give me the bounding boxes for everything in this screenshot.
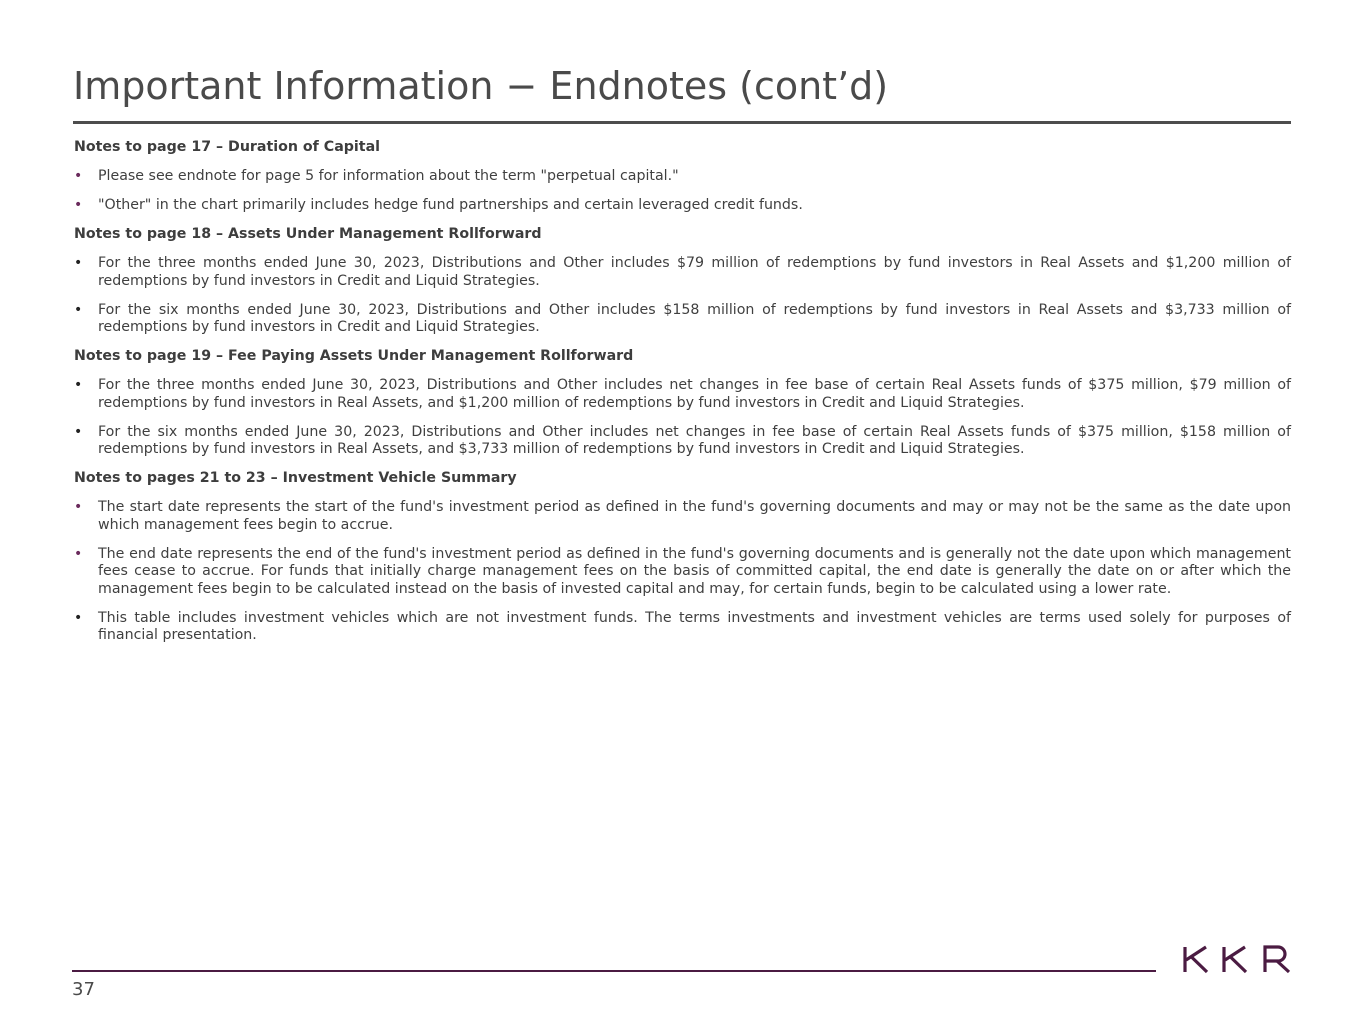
- note-item: [74, 197, 1291, 215]
- note-text: For the three months ended June 30, 2023, Distributions and Other includes $79 million of redemptions by fund investors in Real Assets and $1,200 million of redemptions by fund investors in Credit and Liquid Strategies.: [98, 255, 1291, 289]
- note-text: For the six months ended June 30, 2023, Distributions and Other includes net changes in fee base of certain Real Assets funds of $375 million, $158 million of redemptions by fund investors in Real Assets, and $3,733 million of redemptions by fund investors in Credit and Liquid Strategies.: [98, 423, 1291, 457]
- note-item: [74, 424, 1291, 459]
- section-page-19: [74, 348, 1291, 459]
- note-item: [74, 377, 1291, 412]
- note-text: For the three months ended June 30, 2023, Distributions and Other includes net changes in fee base of certain Real Assets funds of $375 million, $79 million of redemptions by fund investors in Real Assets, and $1,200 million of redemptions by fund investors in Credit and Liquid Strategies.: [98, 377, 1291, 411]
- note-item: [74, 302, 1291, 337]
- note-text: The end date represents the end of the fund's investment period as defined in the fund's governing documents and is generally not the date upon which management fees cease to accrue. For funds that initially charge management fees on the basis of committed capital, the end date is generally the date on or after which the management fees begin to be calculated instead on the basis of invested capital and may, for certain funds, begin to be calculated using a lower rate.: [98, 545, 1291, 597]
- note-text: For the six months ended June 30, 2023, Distributions and Other includes $158 million of redemptions by fund investors in Real Assets and $3,733 million of redemptions by fund investors in Credit and Liquid Strategies.: [98, 301, 1291, 335]
- bullet-icon: •: [74, 168, 83, 184]
- note-item: [74, 610, 1291, 645]
- bullet-icon: •: [74, 255, 83, 271]
- bullet-icon: •: [74, 499, 83, 515]
- note-text: Please see endnote for page 5 for information about the term "perpetual capital.": [98, 168, 679, 184]
- bullet-icon: •: [74, 545, 83, 562]
- page-number: 37: [72, 979, 95, 1000]
- bullet-icon: •: [74, 609, 83, 626]
- footer-divider: [72, 970, 1156, 972]
- note-item: [74, 255, 1291, 290]
- page-title: Important Information − Endnotes (cont’d): [73, 64, 889, 108]
- endnotes-content: [74, 139, 1291, 656]
- note-item: [74, 168, 1291, 186]
- section-heading: Notes to page 19 – Fee Paying Assets Under Management Rollforward: [74, 348, 634, 364]
- note-text: The start date represents the start of the fund's investment period as defined in the fund's governing documents and may or may not be the same as the date upon which management fees begin to accrue.: [98, 499, 1291, 533]
- note-item: [74, 546, 1291, 599]
- bullet-icon: •: [74, 301, 83, 318]
- section-heading: Notes to pages 21 to 23 – Investment Vehicle Summary: [74, 470, 517, 486]
- kkr-logo: [1182, 941, 1292, 975]
- bullet-icon: •: [74, 423, 83, 440]
- section-page-17: [74, 139, 1291, 215]
- section-page-18: [74, 226, 1291, 337]
- section-pages-21-23: [74, 470, 1291, 645]
- note-text: This table includes investment vehicles which are not investment funds. The terms investments and investment vehicles are terms used solely for purposes of financial presentation.: [98, 609, 1291, 643]
- bullet-icon: •: [74, 377, 83, 393]
- title-divider: [73, 121, 1291, 124]
- note-text: "Other" in the chart primarily includes hedge fund partnerships and certain leveraged credit funds.: [98, 197, 803, 213]
- bullet-icon: •: [74, 197, 83, 213]
- note-item: [74, 499, 1291, 534]
- section-heading: Notes to page 18 – Assets Under Management Rollforward: [74, 226, 542, 242]
- section-heading: Notes to page 17 – Duration of Capital: [74, 139, 381, 155]
